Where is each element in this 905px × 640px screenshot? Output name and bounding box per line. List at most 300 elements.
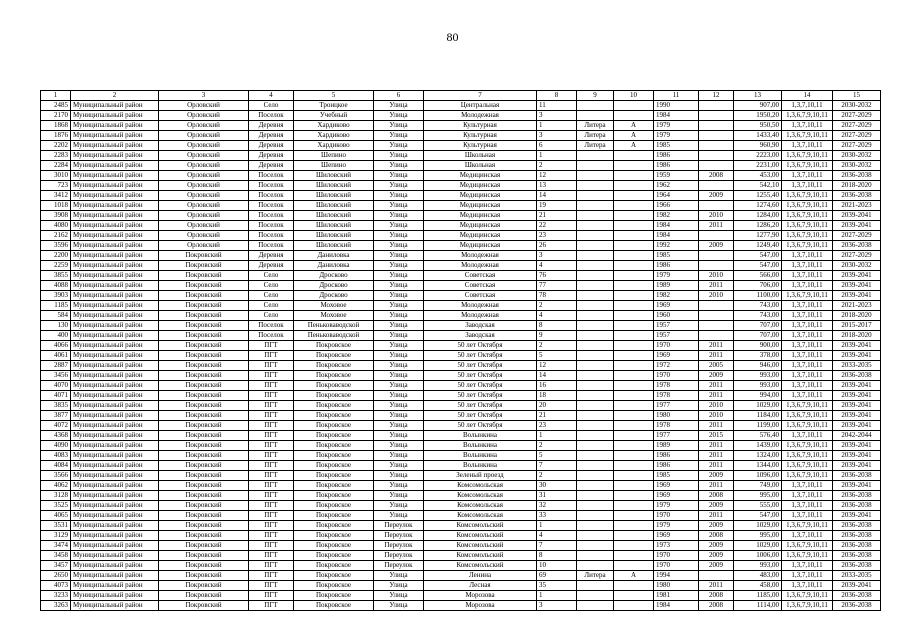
table-cell: 2039-2041 xyxy=(833,271,881,281)
table-cell: Улица xyxy=(374,151,424,161)
table-cell: 706,00 xyxy=(734,281,782,291)
table-cell: Улица xyxy=(374,241,424,251)
table-cell xyxy=(577,331,614,341)
table-cell: 50 лет Октября xyxy=(424,391,537,401)
table-cell: Покровское xyxy=(294,531,374,541)
table-cell xyxy=(614,261,654,271)
table-cell: 31 xyxy=(537,491,577,501)
table-cell xyxy=(614,221,654,231)
table-cell: 4084 xyxy=(41,461,71,471)
table-cell xyxy=(577,301,614,311)
table-cell: 3877 xyxy=(41,411,71,421)
table-cell xyxy=(614,171,654,181)
table-cell: 2030-2032 xyxy=(833,151,881,161)
table-cell: 2027-2029 xyxy=(833,111,881,121)
table-cell: Поселок xyxy=(249,221,294,231)
table-cell: 453,00 xyxy=(734,171,782,181)
table-cell xyxy=(614,341,654,351)
table-cell: 2202 xyxy=(41,141,71,151)
table-cell: 76 xyxy=(537,271,577,281)
table-cell: ПГТ xyxy=(249,341,294,351)
table-cell xyxy=(577,251,614,261)
table-cell: 2011 xyxy=(699,511,734,521)
table-cell: 1,3,6,7,9,10,11 xyxy=(782,231,833,241)
table-cell: 26 xyxy=(537,241,577,251)
table-cell: Хардиково xyxy=(294,121,374,131)
table-cell: 2036-2038 xyxy=(833,601,881,611)
header-cell: 14 xyxy=(782,91,833,101)
table-cell: Покровское xyxy=(294,391,374,401)
table-cell: 2036-2038 xyxy=(833,591,881,601)
table-cell: ПГТ xyxy=(249,571,294,581)
table-cell xyxy=(614,471,654,481)
table-row xyxy=(41,501,881,511)
table-cell: 3458 xyxy=(41,551,71,561)
table-cell: Центральная xyxy=(424,101,537,111)
table-cell: Орловский xyxy=(159,121,249,131)
table-cell: 2010 xyxy=(699,291,734,301)
table-row xyxy=(41,171,881,181)
table-cell: 1096,00 xyxy=(734,471,782,481)
table-cell xyxy=(577,511,614,521)
table-cell xyxy=(577,591,614,601)
table-cell: Муниципальный район xyxy=(71,181,159,191)
table-row xyxy=(41,591,881,601)
table-cell: Медицинская xyxy=(424,171,537,181)
table-cell: Покровский xyxy=(159,301,249,311)
table-cell: ПГТ xyxy=(249,391,294,401)
table-cell: А xyxy=(614,571,654,581)
table-cell xyxy=(577,111,614,121)
table-cell: 2033-2035 xyxy=(833,361,881,371)
table-cell: Поселок xyxy=(249,241,294,251)
table-cell xyxy=(577,371,614,381)
table-cell: 33 xyxy=(537,511,577,521)
table-cell: Комсомольский xyxy=(424,521,537,531)
table-cell: Шиловский xyxy=(294,181,374,191)
table-cell: Улица xyxy=(374,291,424,301)
table-cell: 2231,00 xyxy=(734,161,782,171)
table-cell: ПГТ xyxy=(249,401,294,411)
table-cell: 2200 xyxy=(41,251,71,261)
table-cell: 1,3,6,7,9,10,11 xyxy=(782,191,833,201)
table-cell xyxy=(577,471,614,481)
table-cell: Орловский xyxy=(159,101,249,111)
table-cell: 1,3,7,10,11 xyxy=(782,321,833,331)
table-cell: 743,00 xyxy=(734,301,782,311)
table-cell: Покровское xyxy=(294,491,374,501)
table-row xyxy=(41,281,881,291)
table-cell: Муниципальный район xyxy=(71,541,159,551)
table-cell: Деревня xyxy=(249,161,294,171)
table-cell: 2036-2038 xyxy=(833,191,881,201)
table-cell: Покровский xyxy=(159,561,249,571)
table-cell: Орловский xyxy=(159,181,249,191)
table-cell: 483,00 xyxy=(734,571,782,581)
table-cell: Покровский xyxy=(159,351,249,361)
table-cell: Волынкина xyxy=(424,451,537,461)
table-cell: Улица xyxy=(374,371,424,381)
table-cell: 4368 xyxy=(41,431,71,441)
table-row xyxy=(41,311,881,321)
table-cell: 1994 xyxy=(654,571,699,581)
table-cell: 50 лет Октября xyxy=(424,351,537,361)
table-cell xyxy=(614,241,654,251)
table-cell xyxy=(614,161,654,171)
table-cell: Шиловский xyxy=(294,221,374,231)
table-cell: 2015-2017 xyxy=(833,321,881,331)
table-cell: 8 xyxy=(537,321,577,331)
table-cell: Улица xyxy=(374,511,424,521)
table-cell xyxy=(614,301,654,311)
header-cell: 6 xyxy=(374,91,424,101)
table-cell: Орловский xyxy=(159,141,249,151)
table-cell xyxy=(577,161,614,171)
table-cell: Улица xyxy=(374,101,424,111)
table-cell: Зеленый проезд xyxy=(424,471,537,481)
table-cell: 50 лет Октября xyxy=(424,371,537,381)
table-cell: 2010 xyxy=(699,411,734,421)
table-cell: 1,3,7,10,11 xyxy=(782,271,833,281)
table-cell xyxy=(699,201,734,211)
table-cell: 1,3,7,10,11 xyxy=(782,141,833,151)
table-cell: 1,3,6,7,9,10,11 xyxy=(782,421,833,431)
table-cell: 1970 xyxy=(654,561,699,571)
table-cell: Муниципальный район xyxy=(71,321,159,331)
table-cell: ПГТ xyxy=(249,601,294,611)
table-cell: А xyxy=(614,141,654,151)
table-cell xyxy=(577,421,614,431)
table-cell: Хардиково xyxy=(294,141,374,151)
table-cell: Покровское xyxy=(294,401,374,411)
table-cell xyxy=(614,501,654,511)
table-cell: Муниципальный район xyxy=(71,141,159,151)
table-cell: Покровское xyxy=(294,411,374,421)
table-cell: Поселок xyxy=(249,231,294,241)
table-cell: 4062 xyxy=(41,481,71,491)
table-cell: 1,3,6,7,9,10,11 xyxy=(782,601,833,611)
table-cell: 1,3,6,7,9,10,11 xyxy=(782,591,833,601)
table-cell: Шиловский xyxy=(294,201,374,211)
table-cell: Улица xyxy=(374,191,424,201)
table-cell xyxy=(699,311,734,321)
table-cell xyxy=(614,231,654,241)
header-cell: 1 xyxy=(41,91,71,101)
table-cell xyxy=(577,401,614,411)
table-cell: Покровский xyxy=(159,271,249,281)
table-cell: 14 xyxy=(537,191,577,201)
table-cell: Молодежная xyxy=(424,301,537,311)
table-cell: 30 xyxy=(537,481,577,491)
header-cell: 4 xyxy=(249,91,294,101)
table-cell xyxy=(614,511,654,521)
table-cell: Муниципальный район xyxy=(71,581,159,591)
table-cell: 1992 xyxy=(654,241,699,251)
table-cell: Улица xyxy=(374,301,424,311)
table-cell: 1964 xyxy=(654,191,699,201)
table-cell xyxy=(614,531,654,541)
table-cell: 1,3,7,10,11 xyxy=(782,571,833,581)
table-cell: 2008 xyxy=(699,171,734,181)
table-cell: Покровское xyxy=(294,361,374,371)
table-cell: 1,3,7,10,11 xyxy=(782,331,833,341)
table-cell: Улица xyxy=(374,161,424,171)
table-cell: А xyxy=(614,131,654,141)
table-cell: Заводская xyxy=(424,331,537,341)
table-cell xyxy=(614,481,654,491)
table-cell xyxy=(614,541,654,551)
table-cell: Медицинская xyxy=(424,241,537,251)
table-cell: 1960 xyxy=(654,311,699,321)
table-cell: Село xyxy=(249,271,294,281)
table-cell: ПГТ xyxy=(249,591,294,601)
table-row xyxy=(41,551,881,561)
table-cell: Медицинская xyxy=(424,201,537,211)
table-cell: Улица xyxy=(374,311,424,321)
table-cell: Покровское xyxy=(294,371,374,381)
table-cell: 1,3,6,7,9,10,11 xyxy=(782,151,833,161)
table-cell: 995,00 xyxy=(734,531,782,541)
table-cell: 50 лет Октября xyxy=(424,421,537,431)
table-cell: Улица xyxy=(374,171,424,181)
table-cell: Муниципальный район xyxy=(71,531,159,541)
table-cell: 960,90 xyxy=(734,141,782,151)
table-cell: Молодежная xyxy=(424,111,537,121)
table-cell xyxy=(577,231,614,241)
table-cell: 2 xyxy=(537,441,577,451)
table-cell: 1,3,6,7,9,10,11 xyxy=(782,471,833,481)
table-cell: 2 xyxy=(537,161,577,171)
table-cell: 2009 xyxy=(699,241,734,251)
table-cell: 78 xyxy=(537,291,577,301)
table-cell: ПГТ xyxy=(249,531,294,541)
table-cell: 1,3,6,7,9,10,11 xyxy=(782,401,833,411)
table-cell: 2039-2041 xyxy=(833,381,881,391)
table-row xyxy=(41,571,881,581)
table-cell xyxy=(614,251,654,261)
table-cell: Покровское xyxy=(294,421,374,431)
table-cell: 2039-2041 xyxy=(833,461,881,471)
table-cell: Муниципальный район xyxy=(71,341,159,351)
table-cell: Орловский xyxy=(159,171,249,181)
table-cell: 2030-2032 xyxy=(833,161,881,171)
table-cell: Муниципальный район xyxy=(71,131,159,141)
table-cell: 3 xyxy=(537,251,577,261)
table-cell: 1,3,7,10,11 xyxy=(782,261,833,271)
table-cell: Покровский xyxy=(159,401,249,411)
table-cell: Покровский xyxy=(159,581,249,591)
table-cell: Советская xyxy=(424,271,537,281)
table-row xyxy=(41,291,881,301)
table-cell: 1962 xyxy=(654,181,699,191)
table-cell xyxy=(577,241,614,251)
table-cell: 2039-2041 xyxy=(833,411,881,421)
table-cell: 35 xyxy=(537,581,577,591)
table-cell xyxy=(699,301,734,311)
table-cell: 1 xyxy=(537,121,577,131)
table-cell: 1990 xyxy=(654,101,699,111)
table-cell xyxy=(614,381,654,391)
table-cell: Комсомольский xyxy=(424,531,537,541)
table-row xyxy=(41,161,881,171)
table-cell: Покровский xyxy=(159,511,249,521)
table-cell: 3456 xyxy=(41,371,71,381)
table-cell xyxy=(577,461,614,471)
table-cell xyxy=(614,421,654,431)
table-cell: ПГТ xyxy=(249,561,294,571)
table-cell: Дросково xyxy=(294,281,374,291)
table-cell: Поселок xyxy=(249,211,294,221)
table-cell: Моховое xyxy=(294,311,374,321)
table-cell: 3412 xyxy=(41,191,71,201)
table-cell: Муниципальный район xyxy=(71,161,159,171)
table-cell: 900,00 xyxy=(734,341,782,351)
table-cell: 9 xyxy=(537,331,577,341)
table-cell: Медицинская xyxy=(424,191,537,201)
table-cell: 2039-2041 xyxy=(833,391,881,401)
table-cell: Поселок xyxy=(249,321,294,331)
table-cell: 994,00 xyxy=(734,391,782,401)
table-body xyxy=(41,101,881,611)
table-cell: ПГТ xyxy=(249,471,294,481)
table-cell: Улица xyxy=(374,251,424,261)
table-cell: 1,3,7,10,11 xyxy=(782,531,833,541)
table-cell: Переулок xyxy=(374,541,424,551)
table-cell: 2036-2038 xyxy=(833,491,881,501)
table-cell: 2039-2041 xyxy=(833,441,881,451)
table-cell xyxy=(699,121,734,131)
table-row xyxy=(41,371,881,381)
table-cell xyxy=(614,361,654,371)
table-row xyxy=(41,331,881,341)
table-cell: 723 xyxy=(41,181,71,191)
table-cell: Муниципальный район xyxy=(71,491,159,501)
table-cell: 19 xyxy=(537,201,577,211)
table-cell: 2 xyxy=(537,301,577,311)
table-cell: Деревня xyxy=(249,121,294,131)
table-cell: Орловский xyxy=(159,161,249,171)
table-cell: 2039-2041 xyxy=(833,211,881,221)
table-cell: 1 xyxy=(537,591,577,601)
table-cell: 1284,00 xyxy=(734,211,782,221)
table-cell: 1,3,7,10,11 xyxy=(782,381,833,391)
table-cell: Покровское xyxy=(294,471,374,481)
table-cell: 2018-2020 xyxy=(833,311,881,321)
table-cell: Муниципальный район xyxy=(71,591,159,601)
table-cell: 2036-2038 xyxy=(833,241,881,251)
table-cell xyxy=(614,431,654,441)
table-cell: 993,00 xyxy=(734,371,782,381)
table-cell: 2 xyxy=(537,471,577,481)
table-cell: 2011 xyxy=(699,341,734,351)
table-cell xyxy=(577,361,614,371)
table-cell: Улица xyxy=(374,421,424,431)
table-cell: 23 xyxy=(537,231,577,241)
table-cell: 1,3,7,10,11 xyxy=(782,371,833,381)
table-cell: Пеньковаводской xyxy=(294,321,374,331)
table-cell: Село xyxy=(249,281,294,291)
table-cell: 378,00 xyxy=(734,351,782,361)
table-cell: Культурная xyxy=(424,141,537,151)
table-cell: 1957 xyxy=(654,321,699,331)
table-cell: 1950,20 xyxy=(734,111,782,121)
table-cell: 1185 xyxy=(41,301,71,311)
table-cell: 2039-2041 xyxy=(833,221,881,231)
table-cell: 1972 xyxy=(654,361,699,371)
table-cell xyxy=(577,561,614,571)
table-row xyxy=(41,381,881,391)
table-cell: Улица xyxy=(374,341,424,351)
table-cell: 1876 xyxy=(41,131,71,141)
table-cell: 1,3,7,10,11 xyxy=(782,511,833,521)
table-cell: 2036-2038 xyxy=(833,531,881,541)
table-cell: 1970 xyxy=(654,511,699,521)
table-cell: 2010 xyxy=(699,211,734,221)
table-cell: 11 xyxy=(537,101,577,111)
table-cell: 584 xyxy=(41,311,71,321)
table-cell: Муниципальный район xyxy=(71,231,159,241)
table-cell xyxy=(699,251,734,261)
table-cell: 707,00 xyxy=(734,331,782,341)
table-row xyxy=(41,121,881,131)
table-cell: 1979 xyxy=(654,121,699,131)
table-cell: 1984 xyxy=(654,111,699,121)
table-cell: Лесная xyxy=(424,581,537,591)
table-cell: 3596 xyxy=(41,241,71,251)
table-cell: 1984 xyxy=(654,601,699,611)
table-cell: Молодежная xyxy=(424,261,537,271)
table-cell: 4072 xyxy=(41,421,71,431)
table-cell: 1979 xyxy=(654,521,699,531)
table-cell xyxy=(577,431,614,441)
table-cell: Муниципальный район xyxy=(71,501,159,511)
table-cell: Муниципальный район xyxy=(71,601,159,611)
table-cell: 3531 xyxy=(41,521,71,531)
table-cell xyxy=(699,261,734,271)
table-row xyxy=(41,111,881,121)
table-cell: 995,00 xyxy=(734,491,782,501)
table-cell: Культурная xyxy=(424,121,537,131)
table-cell: Покровский xyxy=(159,531,249,541)
table-cell: 2039-2041 xyxy=(833,341,881,351)
table-cell xyxy=(699,321,734,331)
table-cell: Покровское xyxy=(294,431,374,441)
table-cell: Улица xyxy=(374,481,424,491)
table-cell xyxy=(614,211,654,221)
table-cell: Покровское xyxy=(294,591,374,601)
table-cell: Медицинская xyxy=(424,211,537,221)
table-cell: Покровский xyxy=(159,291,249,301)
table-cell: Комсомольская xyxy=(424,501,537,511)
table-cell: 8 xyxy=(537,551,577,561)
table-cell: 2036-2038 xyxy=(833,521,881,531)
table-cell xyxy=(577,491,614,501)
table-cell: Комсомольская xyxy=(424,481,537,491)
table-cell xyxy=(577,441,614,451)
table-cell: 1029,00 xyxy=(734,521,782,531)
table-cell: Переулок xyxy=(374,531,424,541)
table-cell xyxy=(614,331,654,341)
table-header-row xyxy=(41,91,881,101)
table-cell: Покровский xyxy=(159,421,249,431)
table-cell xyxy=(614,451,654,461)
table-cell: Покровское xyxy=(294,341,374,351)
table-cell xyxy=(614,561,654,571)
table-cell: 950,50 xyxy=(734,121,782,131)
table-cell: 4 xyxy=(537,531,577,541)
table-row xyxy=(41,451,881,461)
table-cell: 1986 xyxy=(654,451,699,461)
